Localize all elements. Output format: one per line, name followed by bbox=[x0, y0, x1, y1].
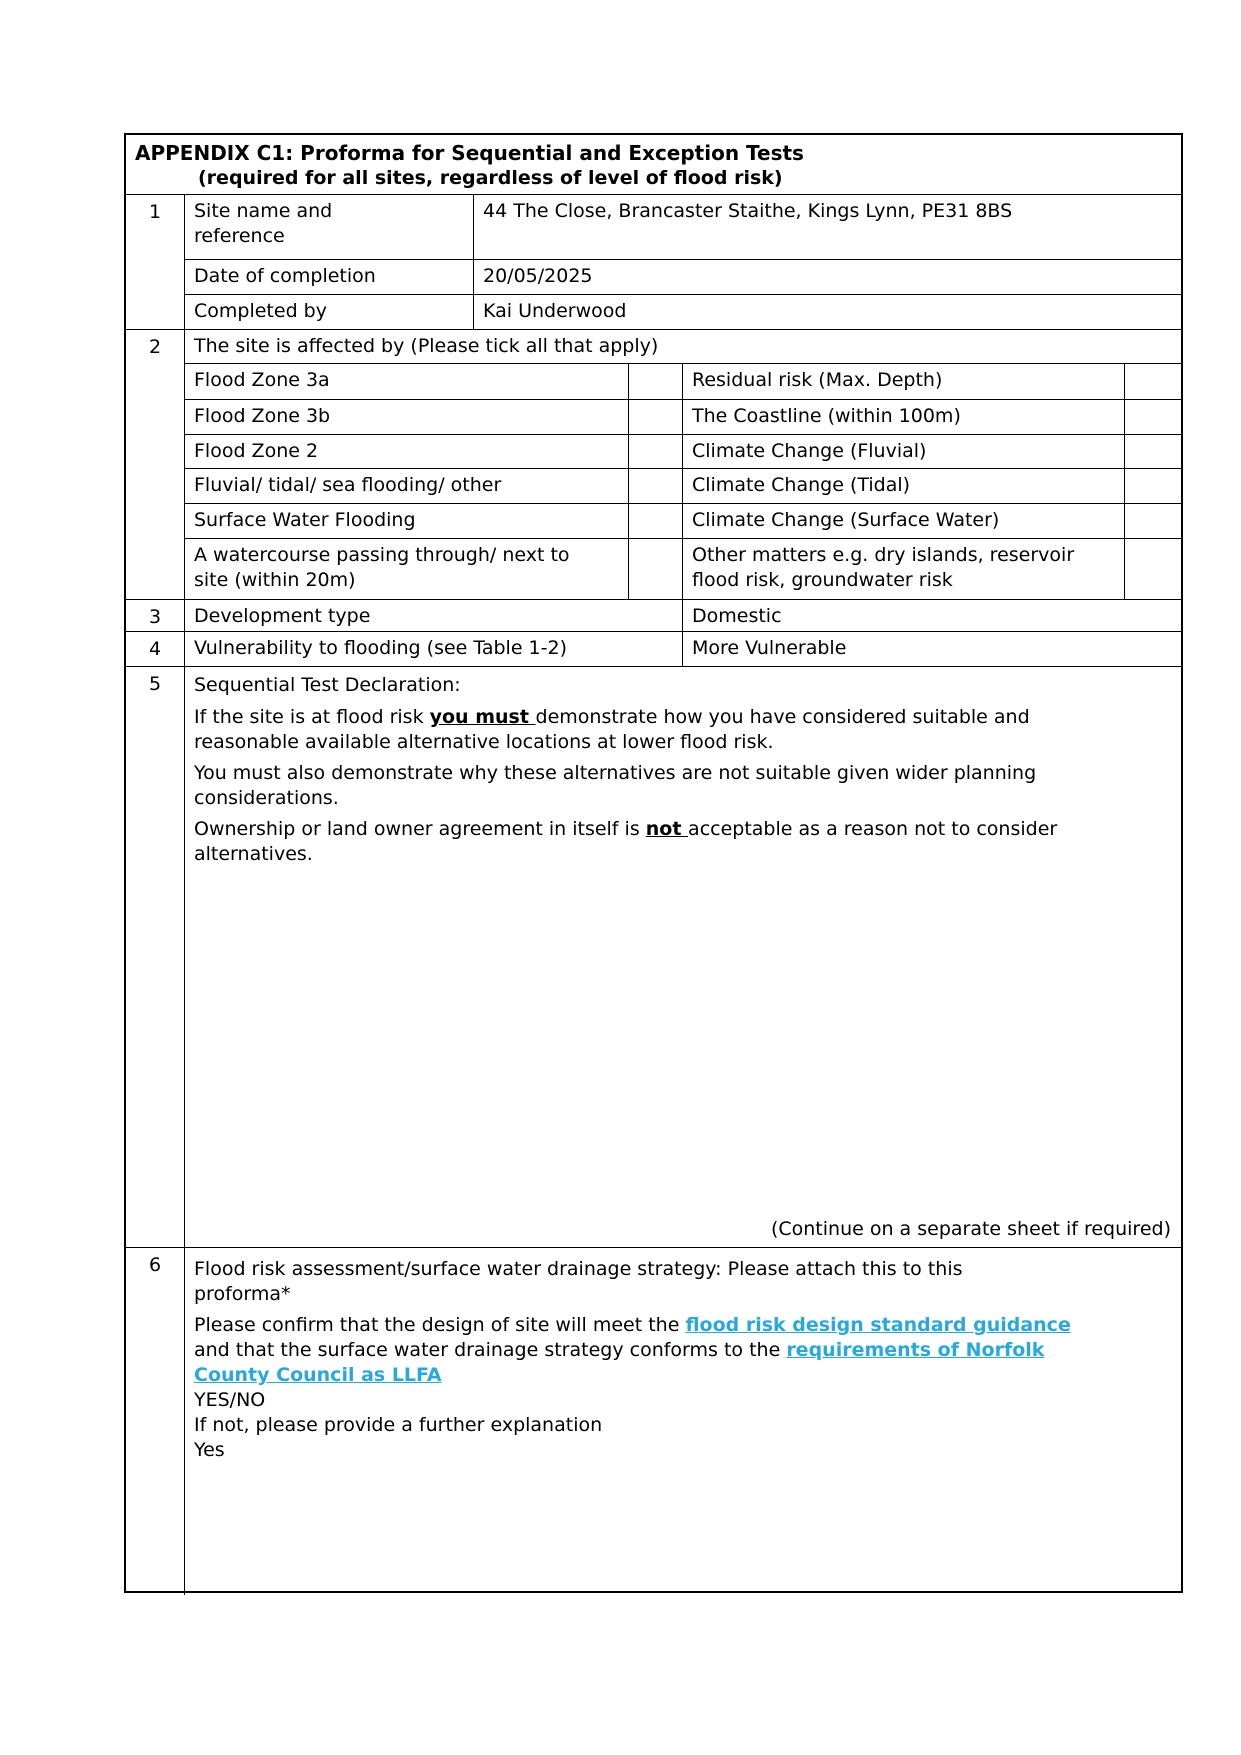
option-label-coastline: The Coastline (within 100m) bbox=[683, 400, 1125, 434]
tick-cell-flood-zone-2[interactable] bbox=[629, 435, 683, 468]
tick-cell-flood-zone-3b[interactable] bbox=[629, 400, 683, 434]
site-name-row bbox=[185, 195, 1181, 260]
completed-by-label: Completed by bbox=[185, 295, 474, 330]
section-3-number: 3 bbox=[126, 600, 185, 631]
tick-cell-coastline[interactable] bbox=[1125, 400, 1181, 434]
document-title: APPENDIX C1: Proforma for Sequential and Exception Tests bbox=[135, 141, 804, 165]
you-must-emphasis: you must bbox=[429, 706, 536, 728]
not-emphasis: not bbox=[645, 818, 689, 840]
sequential-test-declaration-cell bbox=[185, 667, 1181, 1247]
option-label-climate-surface-water: Climate Change (Surface Water) bbox=[683, 504, 1125, 538]
yes-no-text: YES/NO bbox=[194, 1389, 266, 1411]
flood-risk-design-standard-link[interactable]: flood risk design standard guidance bbox=[685, 1314, 1071, 1336]
tick-cell-residual-risk[interactable] bbox=[1125, 364, 1181, 399]
completed-by-row bbox=[185, 295, 1181, 330]
tick-cell-climate-surface-water[interactable] bbox=[1125, 504, 1181, 538]
section-6 bbox=[126, 1248, 1181, 1595]
answer-text: Yes bbox=[194, 1439, 225, 1461]
tick-cell-fluvial-tidal[interactable] bbox=[629, 469, 683, 503]
option-label-watercourse: A watercourse passing through/ next to site (within 20m) bbox=[185, 539, 629, 600]
declaration-paragraph-3: Ownership or land owner agreement in itself is not acceptable as a reason not to consider alternatives. bbox=[194, 818, 1058, 865]
tick-row-flood-zone-2 bbox=[185, 435, 1181, 469]
document-subtitle: (required for all sites, regardless of level of flood risk) bbox=[198, 167, 783, 189]
tick-row-flood-zone-3a bbox=[185, 364, 1181, 400]
option-label-other-matters: Other matters e.g. dry islands, reservoir flood risk, groundwater risk bbox=[683, 539, 1125, 600]
option-label-residual-risk: Residual risk (Max. Depth) bbox=[683, 364, 1125, 399]
tick-cell-flood-zone-3a[interactable] bbox=[629, 364, 683, 399]
tick-cell-surface-water[interactable] bbox=[629, 504, 683, 538]
development-type-label: Development type bbox=[185, 600, 683, 631]
site-name-label-cell bbox=[185, 195, 474, 259]
affected-by-heading: The site is affected by (Please tick all that apply) bbox=[194, 335, 659, 357]
tick-cell-watercourse[interactable] bbox=[629, 539, 683, 600]
vulnerability-value: More Vulnerable bbox=[692, 637, 847, 659]
option-label-flood-zone-3a: Flood Zone 3a bbox=[185, 364, 629, 399]
tick-row-flood-zone-3b bbox=[185, 400, 1181, 435]
site-name-label: Site name and reference bbox=[194, 200, 333, 247]
section-5 bbox=[126, 667, 1181, 1248]
tick-row-surface-water bbox=[185, 504, 1181, 539]
option-label-surface-water: Surface Water Flooding bbox=[185, 504, 629, 538]
table-header-cell bbox=[126, 135, 1181, 194]
vulnerability-row bbox=[185, 632, 1181, 666]
section-5-number: 5 bbox=[126, 667, 185, 1247]
fra-paragraph-2: Please confirm that the design of site will meet the flood risk design standard guidance and that the surface water drainage strategy conforms to the requirements of Norfolk County Council as LLFA bbox=[194, 1314, 1071, 1386]
tick-row-fluvial-tidal bbox=[185, 469, 1181, 504]
tick-cell-climate-tidal[interactable] bbox=[1125, 469, 1181, 503]
section-6-number: 6 bbox=[126, 1248, 185, 1595]
section-2-number: 2 bbox=[126, 330, 185, 599]
date-label: Date of completion bbox=[185, 260, 474, 294]
section-4-number: 4 bbox=[126, 632, 185, 666]
development-type-row bbox=[185, 600, 1181, 631]
affected-by-heading-row bbox=[185, 330, 1181, 364]
declaration-paragraph-1: If the site is at flood risk you must demonstrate how you have considered suitable and reasonable available alternative locations at lower flood risk. bbox=[194, 706, 1030, 753]
completed-by-value: Kai Underwood bbox=[483, 300, 627, 322]
site-name-value: 44 The Close, Brancaster Staithe, Kings Lynn, PE31 8BS bbox=[483, 200, 1013, 222]
date-of-completion-row bbox=[185, 260, 1181, 295]
continue-note: (Continue on a separate sheet if required) bbox=[770, 1218, 1171, 1240]
option-label-flood-zone-2: Flood Zone 2 bbox=[185, 435, 629, 468]
tick-cell-climate-fluvial[interactable] bbox=[1125, 435, 1181, 468]
flood-risk-assessment-cell bbox=[185, 1248, 1181, 1595]
tick-row-watercourse bbox=[185, 539, 1181, 600]
option-label-climate-fluvial: Climate Change (Fluvial) bbox=[683, 435, 1125, 468]
section-1-number: 1 bbox=[126, 195, 185, 329]
declaration-paragraph-2: You must also demonstrate why these alternatives are not suitable given wider planning considerations. bbox=[194, 762, 1037, 809]
section-3 bbox=[126, 600, 1181, 632]
vulnerability-label: Vulnerability to flooding (see Table 1-2) bbox=[185, 632, 683, 666]
option-label-flood-zone-3b: Flood Zone 3b bbox=[185, 400, 629, 434]
tick-cell-other-matters[interactable] bbox=[1125, 539, 1181, 600]
option-label-fluvial-tidal: Fluvial/ tidal/ sea flooding/ other bbox=[185, 469, 629, 503]
date-value: 20/05/2025 bbox=[483, 265, 593, 287]
section-2 bbox=[126, 330, 1181, 600]
proforma-table bbox=[124, 133, 1183, 1593]
section-4 bbox=[126, 632, 1181, 667]
sequential-test-heading: Sequential Test Declaration: bbox=[194, 674, 461, 696]
if-not-text: If not, please provide a further explanation bbox=[194, 1414, 603, 1436]
table-header-row bbox=[126, 135, 1181, 195]
section-1 bbox=[126, 195, 1181, 330]
norfolk-county-council-llfa-link[interactable]: requirements of Norfolk County Council as LLFA bbox=[194, 1339, 1045, 1386]
fra-paragraph-1: Flood risk assessment/surface water drainage strategy: Please attach this to this proforma* bbox=[194, 1258, 963, 1305]
option-label-climate-tidal: Climate Change (Tidal) bbox=[683, 469, 1125, 503]
development-type-value: Domestic bbox=[692, 605, 782, 627]
